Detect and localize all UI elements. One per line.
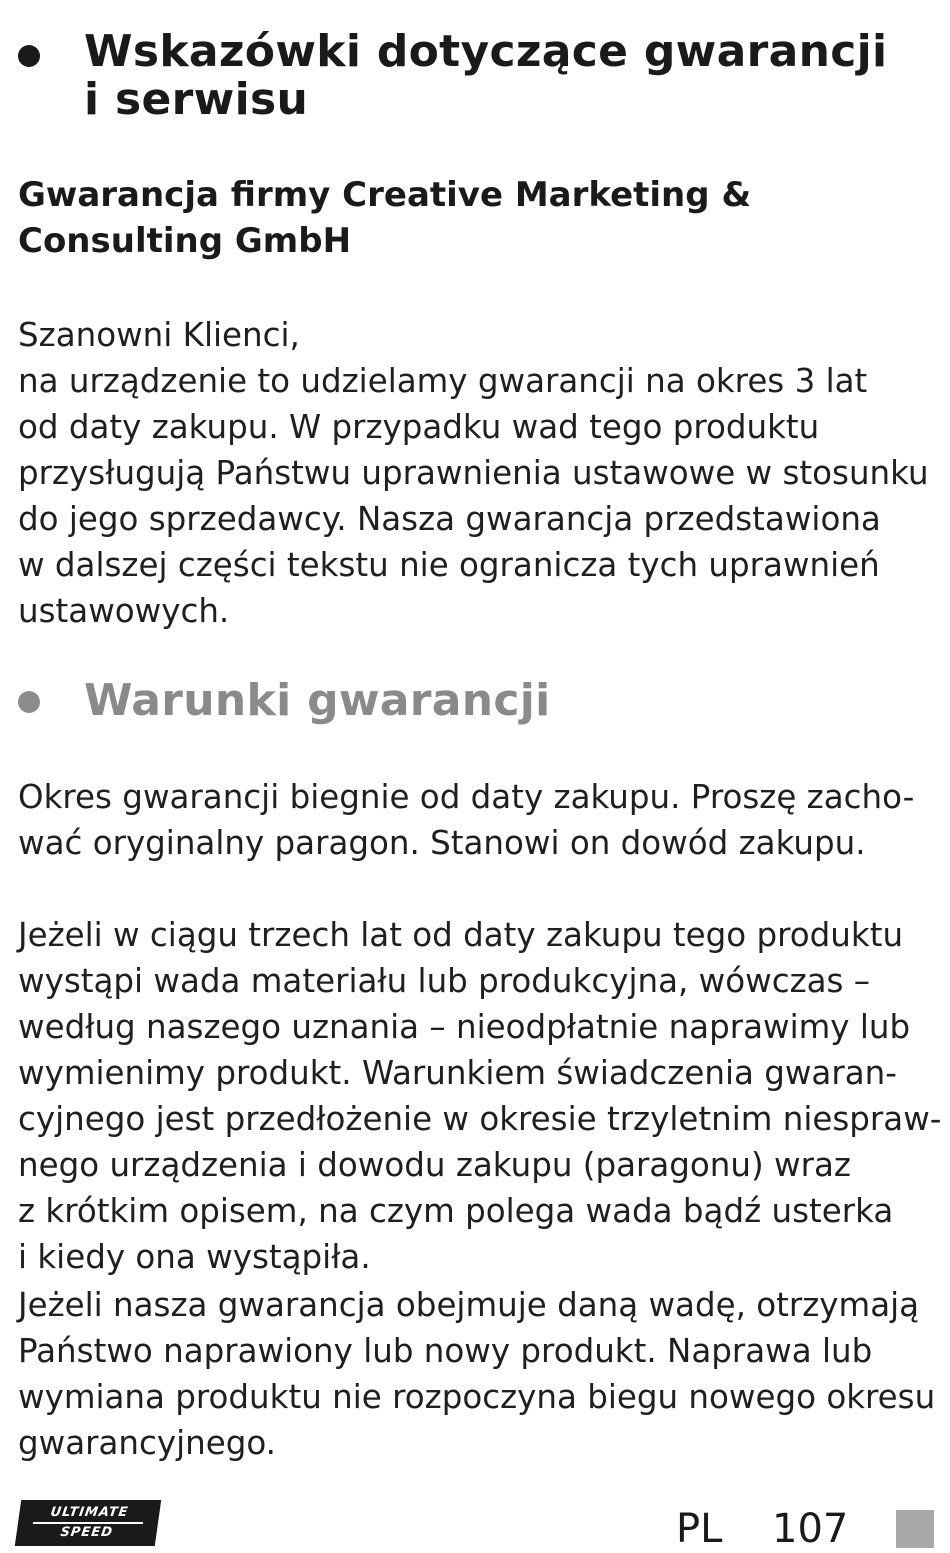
warranty-period-paragraph bbox=[18, 774, 943, 866]
text-line: w dalszej części tekstu nie ogranicza tych uprawnień bbox=[18, 546, 880, 584]
text-line: cyjnego jest przedłożenie w okresie trzyletnim niespraw- bbox=[18, 1100, 942, 1138]
text-line: przysługują Państwu uprawnienia ustawowe w stosunku bbox=[18, 454, 929, 492]
text-line: ustawowych. bbox=[18, 592, 230, 630]
text-line: Jeżeli w ciągu trzech lat od daty zakupu tego produktu bbox=[18, 916, 904, 954]
logo-text-bottom: SPEED bbox=[59, 1525, 114, 1540]
text-line: Okres gwarancji biegnie od daty zakupu. Proszę zacho- bbox=[18, 778, 915, 816]
text-line: Jeżeli nasza gwarancja obejmuje daną wadę, otrzymają bbox=[18, 1286, 920, 1324]
text-line: na urządzenie to udzielamy gwarancji na okres 3 lat bbox=[18, 362, 868, 400]
warranty-subheading bbox=[18, 172, 918, 264]
text-line: według naszego uznania – nieodpłatnie naprawimy lub bbox=[18, 1008, 911, 1046]
page-number: 107 bbox=[772, 1506, 849, 1552]
text-line: wać oryginalny paragon. Stanowi on dowód zakupu. bbox=[18, 824, 866, 862]
bullet-icon bbox=[18, 45, 40, 67]
text-line: do jego sprzedawcy. Nasza gwarancja przedstawiona bbox=[18, 500, 881, 538]
section-heading-warranty-conditions bbox=[18, 675, 918, 727]
subheading-line: Consulting GmbH bbox=[18, 221, 352, 261]
heading-line: i serwisu bbox=[84, 74, 309, 125]
text-line: wystąpi wada materiału lub produkcyjna, wówczas – bbox=[18, 962, 871, 1000]
warranty-repair-paragraph bbox=[18, 1282, 943, 1466]
bullet-icon bbox=[18, 691, 40, 713]
text-line: Szanowni Klienci, bbox=[18, 316, 300, 354]
text-line: i kiedy ona wystąpiła. bbox=[18, 1238, 371, 1276]
section-heading-text: Warunki gwarancji bbox=[84, 675, 551, 726]
language-code: PL bbox=[676, 1506, 723, 1552]
page-marker-square bbox=[896, 1510, 934, 1548]
text-line: gwarancyjnego. bbox=[18, 1424, 277, 1462]
ultimate-speed-logo bbox=[15, 1500, 161, 1546]
heading-line: Wskazówki dotyczące gwarancji bbox=[84, 26, 888, 77]
subheading-line: Gwarancja firmy Creative Marketing & bbox=[18, 175, 752, 215]
intro-paragraph bbox=[18, 312, 943, 634]
text-line: Państwo naprawiony lub nowy produkt. Naprawa lub bbox=[18, 1332, 873, 1370]
section-heading-text bbox=[84, 28, 887, 124]
text-line: nego urządzenia i dowodu zakupu (paragonu) wraz bbox=[18, 1146, 851, 1184]
text-line: wymiana produktu nie rozpoczyna biegu nowego okresu bbox=[18, 1378, 936, 1416]
text-line: z krótkim opisem, na czym polega wada bądź usterka bbox=[18, 1192, 894, 1230]
section-heading-warranty-service bbox=[18, 28, 918, 124]
text-line: od daty zakupu. W przypadku wad tego produktu bbox=[18, 408, 820, 446]
logo-text-top: ULTIMATE bbox=[49, 1505, 130, 1520]
warranty-defect-paragraph bbox=[18, 912, 943, 1280]
logo-stripe bbox=[33, 1522, 143, 1524]
text-line: wymienimy produkt. Warunkiem świadczenia gwaran- bbox=[18, 1054, 897, 1092]
